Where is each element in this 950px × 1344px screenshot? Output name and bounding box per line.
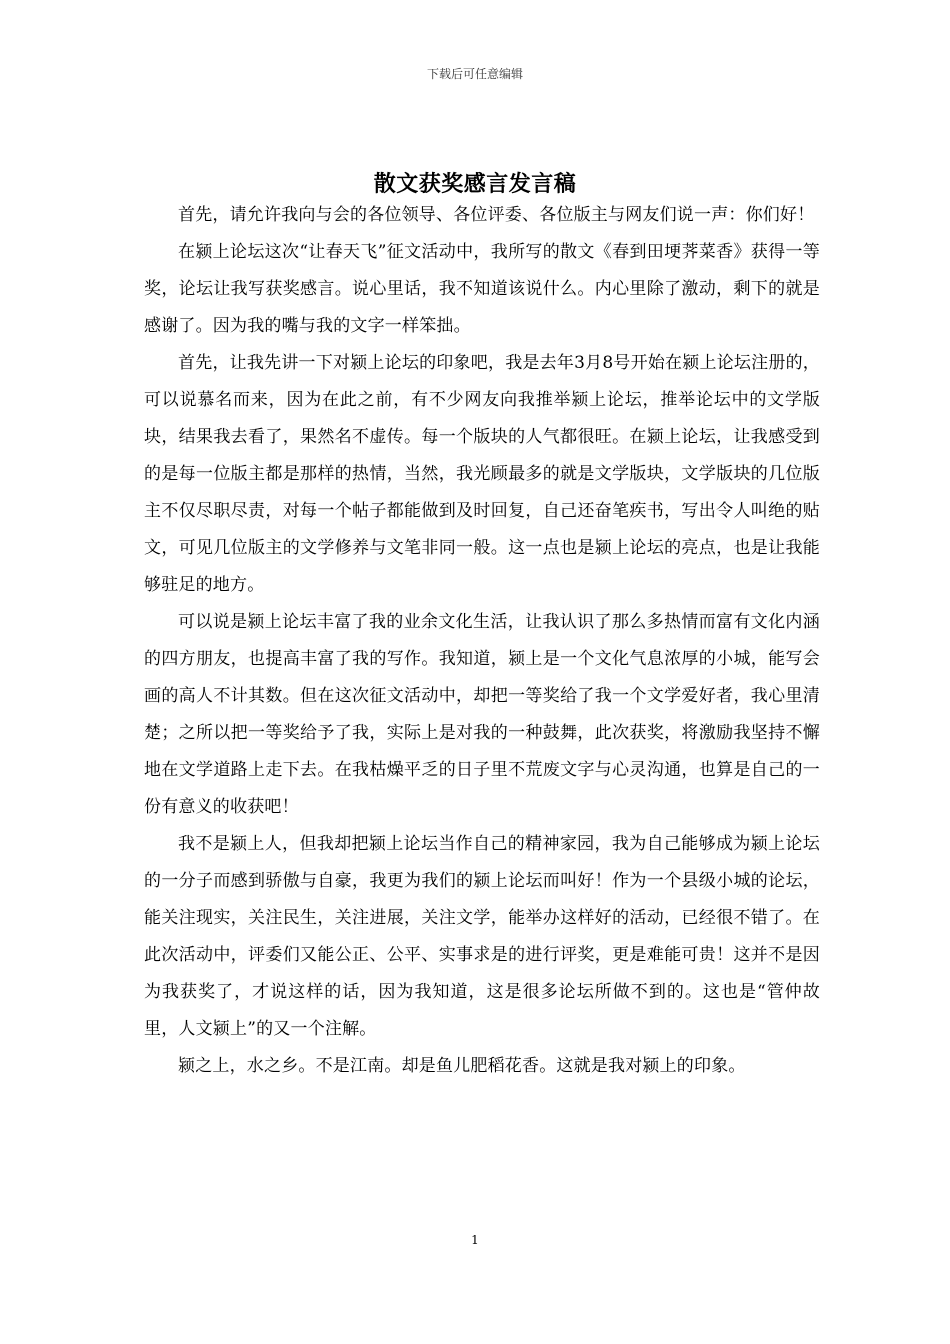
paragraph: 首先，请允许我向与会的各位领导、各位评委、各位版主与网友们说一声：你们好！ [178, 205, 815, 225]
paragraph: 颍之上，水之乡。不是江南。却是鱼儿肥稻花香。这就是我对颍上的印象。 [178, 1056, 746, 1076]
paragraph: 我不是颍上人，但我却把颍上论坛当作自己的精神家园，我为自己能够成为颍上论坛的一分子而感到骄傲与自豪，我更为我们的颍上论坛而叫好！作为一个县级小城的论坛，能关注现实，关注民生，关注进展，关注文学，能举办这样好的活动，已经很不错了。在此次活动中，评委们又能公正、公平、实事求是的进行评奖，更是难能可贵！这并不是因为我获奖了，才说这样的话，因为我知道，这是很多论坛所做不到的。这也是“管仲故里，人文颍上”的又一个注解。 [144, 834, 820, 1039]
page-number: 1 [471, 1233, 479, 1247]
paragraph: 首先，让我先讲一下对颍上论坛的印象吧，我是去年3月8号开始在颍上论坛注册的，可以说慕名而来，因为在此之前，有不少网友向我推举颍上论坛，推举论坛中的文学版块，结果我去看了，果然名不虚传。每一个版块的人气都很旺。在颍上论坛，让我感受到的是每一位版主都是那样的热情，当然，我光顾最多的就是文学版块，文学版块的几位版主不仅尽职尽责，对每一个帖子都能做到及时回复，自己还奋笔疾书，写出令人叫绝的贴文，可见几位版主的文学修养与文笔非同一般。这一点也是颍上论坛的亮点，也是让我能够驻足的地方。 [144, 353, 820, 595]
document-title: 散文获奖感言发言稿 [373, 170, 577, 197]
paragraph: 在颍上论坛这次“让春天飞”征文活动中，我所写的散文《春到田埂荠菜香》获得一等奖，论坛让我写获奖感言。说心里话，我不知道该说什么。内心里除了激动，剩下的就是感谢了。因为我的嘴与我的文字一样笨拙。 [144, 242, 820, 336]
page-header-note: 下载后可任意编辑 [426, 67, 523, 81]
paragraph: 可以说是颍上论坛丰富了我的业余文化生活，让我认识了那么多热情而富有文化内涵的四方朋友，也提高丰富了我的写作。我知道，颍上是一个文化气息浓厚的小城，能写会画的高人不计其数。但在这次征文活动中，却把一等奖给了我一个文学爱好者，我心里清楚；之所以把一等奖给予了我，实际上是对我的一种鼓舞，此次获奖，将激励我坚持不懈地在文学道路上走下去。在我枯燥平乏的日子里不荒废文字与心灵沟通，也算是自己的一份有意义的收获吧！ [144, 612, 820, 817]
document-body [144, 197, 820, 1085]
